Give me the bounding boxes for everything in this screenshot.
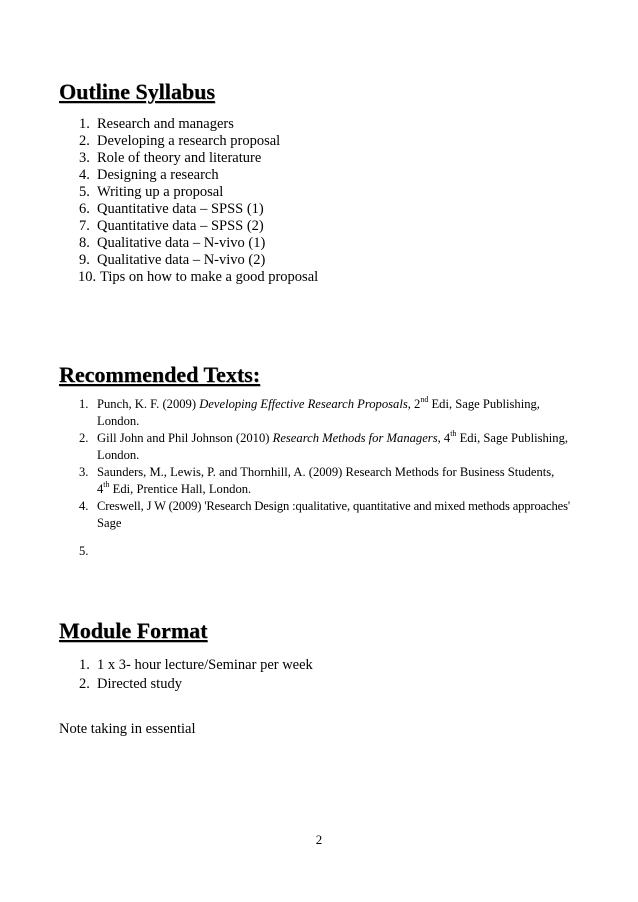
list-item: 2. Developing a research proposal (79, 133, 281, 149)
list-item: 2. Directed study (79, 676, 182, 692)
list-item: 3. Role of theory and literature (79, 150, 262, 166)
recommended-texts-list (79, 396, 599, 560)
outline-syllabus-list (79, 116, 599, 286)
module-format-heading: Module Format (59, 618, 208, 643)
list-item: 7. Quantitative data – SPSS (2) (79, 218, 264, 234)
list-item: 9. Qualitative data – N-vivo (2) (79, 252, 266, 268)
list-item: 8. Qualitative data – N-vivo (1) (79, 235, 266, 251)
reference-item: 5. (79, 544, 89, 558)
list-item: 1. 1 x 3- hour lecture/Seminar per week (79, 657, 313, 673)
book-title: Developing Effective Research Proposals (199, 397, 408, 411)
list-item: 10. Tips on how to make a good proposal (78, 269, 319, 285)
list-item: 4. Designing a research (79, 167, 219, 183)
book-title: Research Methods for Managers (272, 431, 438, 445)
outline-syllabus-heading: Outline Syllabus (59, 79, 215, 104)
module-format-list (79, 656, 599, 694)
reference-item: 1. Punch, K. F. (2009) Developing Effective Research Proposals, 2nd Edi, Sage Publishing, London. (79, 394, 540, 428)
list-item: 5. Writing up a proposal (79, 184, 224, 200)
note-text: Note taking in essential (59, 721, 196, 737)
reference-item: 2. Gill John and Phil Johnson (2010) Research Methods for Managers, 4th Edi, Sage Publishing, London. (79, 428, 569, 462)
list-item: 6. Quantitative data – SPSS (1) (79, 201, 264, 217)
list-item: 1. Research and managers (79, 116, 234, 132)
recommended-texts-heading: Recommended Texts: (59, 362, 261, 387)
reference-item: 4. Creswell, J W (2009) 'Research Design :qualitative, quantitative and mixed methods approaches' Sage (79, 499, 570, 530)
page-number: 2 (315, 832, 323, 847)
reference-item: 3. Saunders, M., Lewis, P. and Thornhill, A. (2009) Research Methods for Business Students, 4th Edi, Prentice Hall, London. (79, 465, 555, 496)
